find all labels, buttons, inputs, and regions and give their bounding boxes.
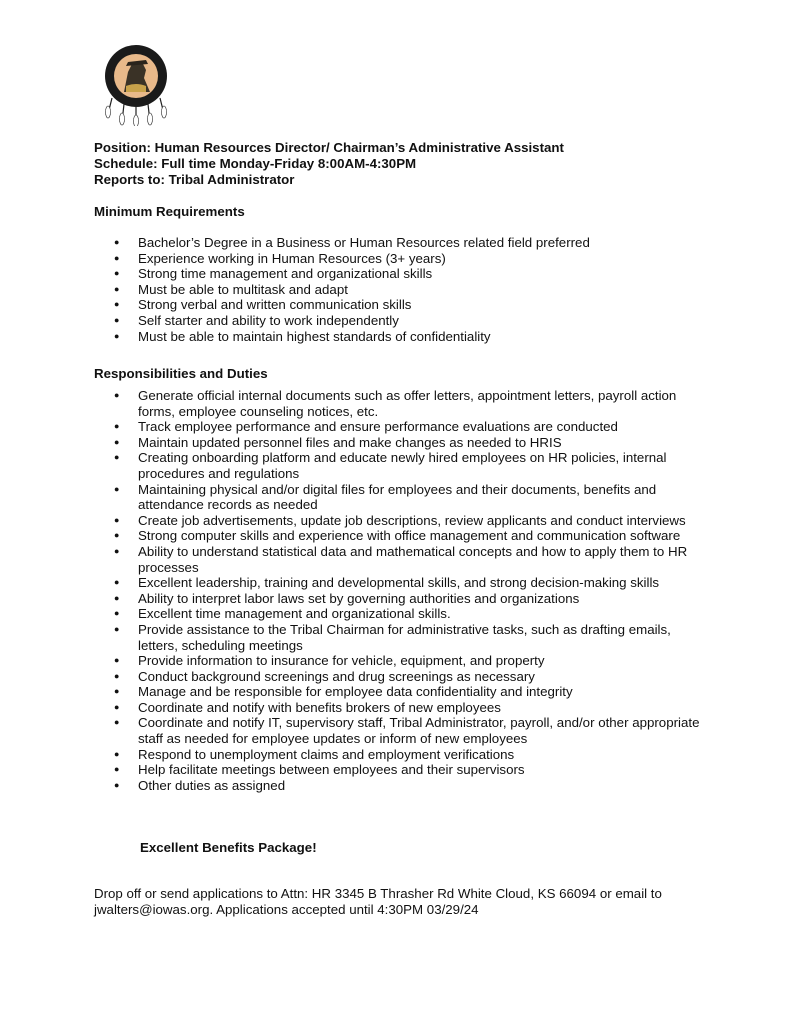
list-item: ● Creating onboarding platform and educate newly hired employees on HR policies, internal procedures and regulations: [114, 450, 704, 481]
application-instructions: [94, 886, 714, 918]
tribe-seal-logo: [98, 42, 174, 126]
list-item: ● Generate official internal documents such as offer letters, appointment letters, payroll action forms, employee counseling notices, etc.: [114, 388, 704, 419]
job-header: [94, 140, 564, 188]
list-item: ● Maintaining physical and/or digital files for employees and their documents, benefits and attendance records as needed: [114, 482, 704, 513]
requirements-list: [114, 235, 714, 344]
deadline-text: . Applications accepted until 4:30PM 03/29/24: [209, 902, 479, 917]
seal-icon: [98, 42, 174, 126]
list-item: ● Maintain updated personnel files and make changes as needed to HRIS: [114, 435, 704, 451]
schedule-line: Schedule: Full time Monday-Friday 8:00AM-4:30PM: [94, 156, 417, 171]
footer-text: Drop off or send applications to Attn: HR 3345 B Thrasher Rd White Cloud, KS 66094 or email to: [94, 886, 662, 901]
list-item: ● Experience working in Human Resources (3+ years): [114, 251, 714, 267]
list-item: ● Excellent leadership, training and developmental skills, and strong decision-making skills: [114, 575, 704, 591]
list-item: ● Coordinate and notify IT, supervisory staff, Tribal Administrator, payroll, and/or other appropriate staff as needed for employee updates or inform of new employees: [114, 715, 704, 746]
list-item: ● Strong computer skills and experience with office management and communication software: [114, 528, 704, 544]
list-item: ● Track employee performance and ensure performance evaluations are conducted: [114, 419, 704, 435]
list-item: ● Respond to unemployment claims and employment verifications: [114, 747, 704, 763]
list-item: ● Other duties as assigned: [114, 778, 704, 794]
requirements-heading: Minimum Requirements: [94, 204, 245, 219]
list-item: ● Self starter and ability to work independently: [114, 313, 714, 329]
list-item: ● Conduct background screenings and drug screenings as necessary: [114, 669, 704, 685]
list-item: ● Provide assistance to the Tribal Chairman for administrative tasks, such as drafting emails, letters, scheduling meetings: [114, 622, 704, 653]
list-item: ● Manage and be responsible for employee data confidentiality and integrity: [114, 684, 704, 700]
list-item: ● Bachelor’s Degree in a Business or Human Resources related field preferred: [114, 235, 714, 251]
list-item: ● Coordinate and notify with benefits brokers of new employees: [114, 700, 704, 716]
benefits-callout: Excellent Benefits Package!: [140, 840, 317, 855]
list-item: ● Strong verbal and written communication skills: [114, 297, 714, 313]
list-item: ● Provide information to insurance for vehicle, equipment, and property: [114, 653, 704, 669]
list-item: ● Create job advertisements, update job descriptions, review applicants and conduct interviews: [114, 513, 704, 529]
list-item: ● Excellent time management and organizational skills.: [114, 606, 704, 622]
list-item: ● Must be able to maintain highest standards of confidentiality: [114, 329, 714, 345]
reports-to-line: Reports to: Tribal Administrator: [94, 172, 295, 187]
position-line: Position: Human Resources Director/ Chairman’s Administrative Assistant: [94, 140, 564, 155]
list-item: ● Help facilitate meetings between employees and their supervisors: [114, 762, 704, 778]
duties-heading: Responsibilities and Duties: [94, 366, 268, 381]
contact-email[interactable]: jwalters@iowas.org: [94, 902, 210, 917]
list-item: ● Ability to interpret labor laws set by governing authorities and organizations: [114, 591, 704, 607]
list-item: ● Ability to understand statistical data and mathematical concepts and how to apply them to HR processes: [114, 544, 704, 575]
list-item: ● Must be able to multitask and adapt: [114, 282, 714, 298]
list-item: ● Strong time management and organizational skills: [114, 266, 714, 282]
duties-list: [114, 388, 704, 793]
